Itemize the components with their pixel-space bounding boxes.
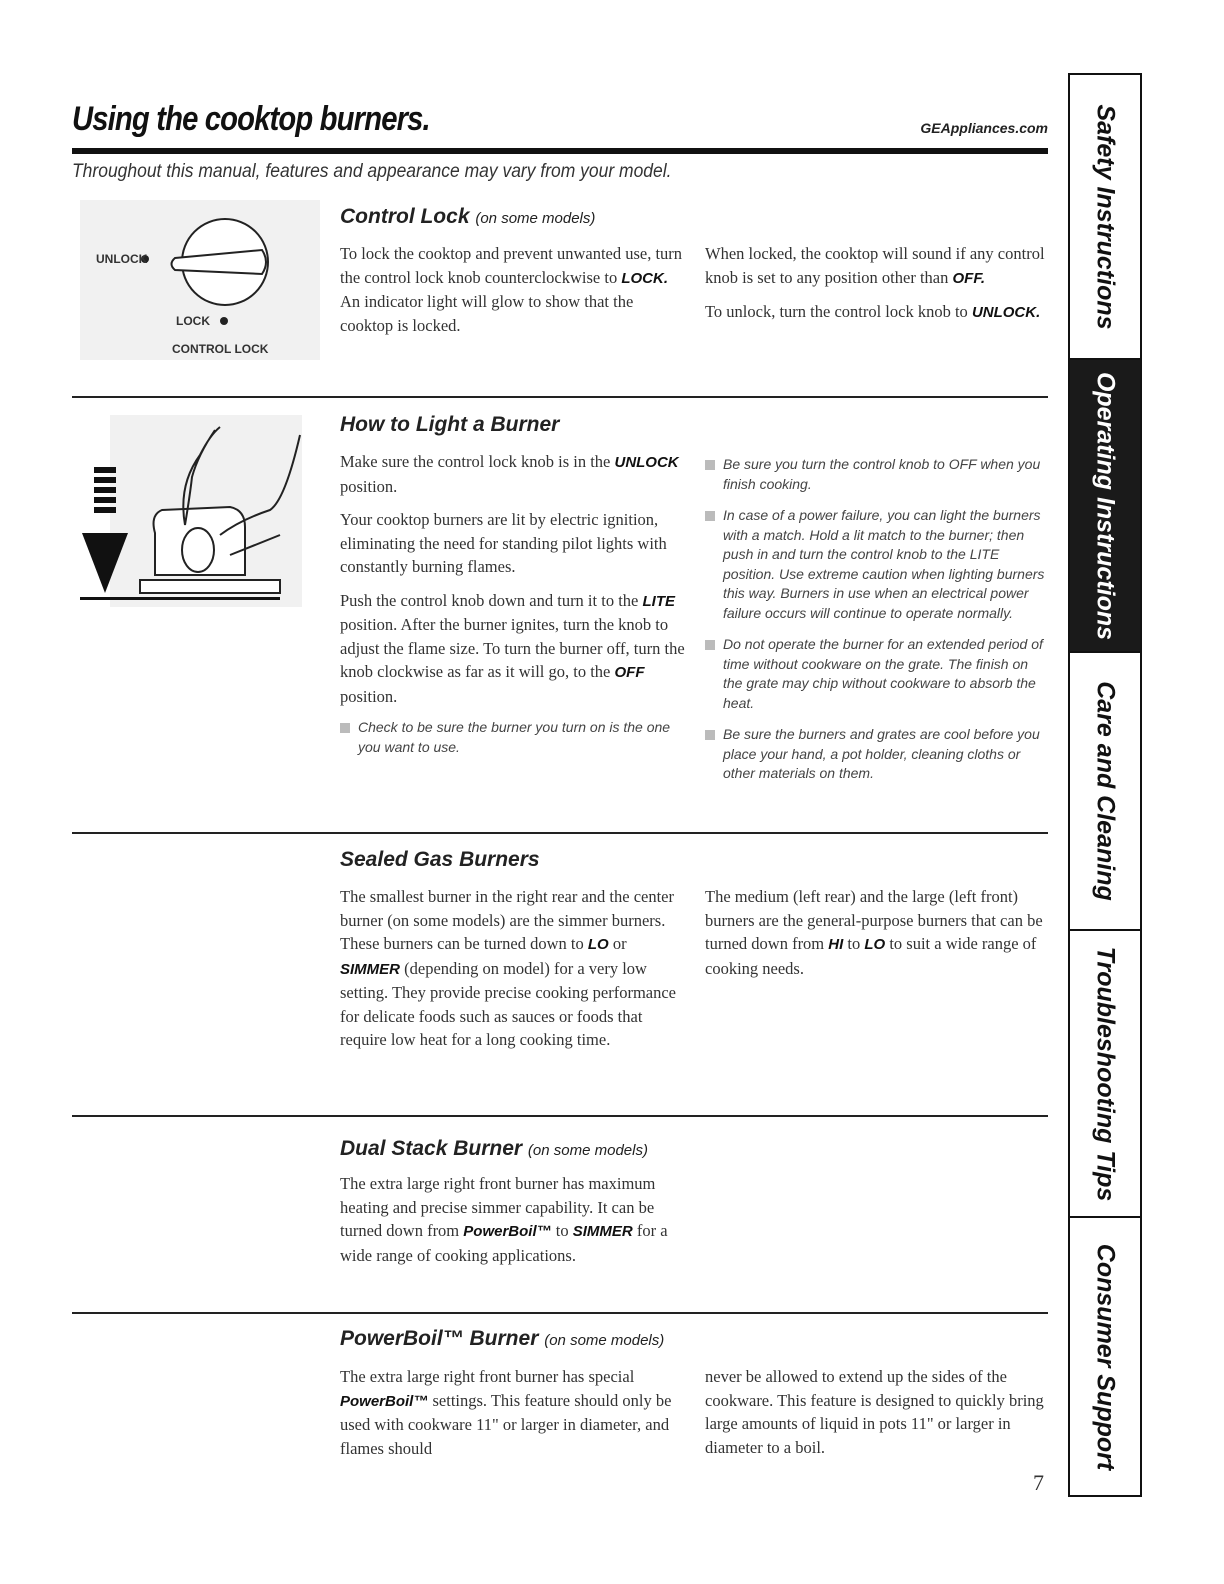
text-run: position. <box>340 476 398 496</box>
text-run: The extra large right front burner has maximum heating and precise simmer capability. It can be turned down from <box>340 1174 656 1240</box>
text-run: When locked, the cooktop will sound if any control knob is set to any position other than <box>705 244 1045 287</box>
page-subtitle: Throughout this manual, features and appearance may vary from your model. <box>72 161 672 182</box>
bullet-item <box>705 725 1050 784</box>
bullet-item <box>340 718 690 757</box>
bullet-item <box>705 635 1050 713</box>
text-run: to <box>843 934 865 953</box>
sealed-burners-right-text <box>705 885 1045 990</box>
text-run: to suit a wide range of cooking needs. <box>705 934 1037 978</box>
tab-safety-instructions[interactable] <box>1070 75 1140 360</box>
tab-care-and-cleaning[interactable] <box>1070 653 1140 931</box>
bullet-square-icon <box>705 511 715 521</box>
powerboil-title: PowerBoil™ Burner <box>340 1327 539 1350</box>
text-run: to <box>551 1221 573 1240</box>
title-rule <box>72 148 1048 154</box>
bullet-text: Check to be sure the burner you turn on is the one you want to use. <box>358 719 671 755</box>
powerboil-heading <box>340 1327 664 1351</box>
bullet-text: Be sure the burners and grates are cool before you place your hand, a pot holder, cleaning cloths or other materials on them. <box>723 726 1040 781</box>
powerboil-left-text <box>340 1365 690 1470</box>
keyword-simmer: SIMMER <box>340 960 400 978</box>
control-lock-caption: CONTROL LOCK <box>172 342 269 356</box>
text-run: or <box>608 934 627 953</box>
control-lock-title: Control Lock <box>340 205 470 228</box>
control-lock-note: (on some models) <box>475 210 596 227</box>
keyword-off: OFF <box>614 664 645 681</box>
site-url: GEAppliances.com <box>920 120 1048 136</box>
section-divider <box>72 396 1048 398</box>
text-run: for a wide range of cooking applications. <box>340 1221 668 1265</box>
text-run: To lock the cooktop and prevent unwanted use, turn the control lock knob counterclockwise to <box>340 244 683 287</box>
page-number: 7 <box>1033 1470 1044 1495</box>
bullet-square-icon <box>705 640 715 650</box>
bullet-text: Be sure you turn the control knob to OFF when you finish cooking. <box>723 456 1041 492</box>
text-run: The smallest burner in the right rear and the center burner (on some models) are the simmer burners. These burners can be turned down to <box>340 887 674 953</box>
bullet-item <box>705 506 1050 623</box>
push-knob-illustration <box>80 415 302 607</box>
tab-label: Safety Instructions <box>1091 103 1120 330</box>
dual-stack-text <box>340 1172 685 1277</box>
tab-label: Consumer Support <box>1091 1243 1120 1470</box>
bullet-square-icon <box>340 723 350 733</box>
keyword-powerboil: PowerBoil™ <box>463 1223 552 1240</box>
tab-label: Operating Instructions <box>1091 371 1120 640</box>
powerboil-right-text <box>705 1365 1050 1469</box>
sealed-burners-left-text <box>340 885 690 1062</box>
control-lock-left-text <box>340 242 690 347</box>
text-run: Push the control knob down and turn it to the <box>340 590 643 610</box>
dual-stack-heading <box>340 1137 648 1161</box>
section-tabs <box>1068 73 1142 1497</box>
light-burner-figure <box>80 415 302 607</box>
bullet-text: Do not operate the burner for an extended period of time without cookware on the grate. The finish on the grate may chip without cookware to absorb the heat. <box>723 636 1043 711</box>
tab-operating-instructions[interactable] <box>1070 360 1140 653</box>
paragraph: Your cooktop burners are lit by electric ignition, eliminating the need for standing pilot lights with constantly burning flames. <box>340 510 667 576</box>
text-run: The extra large right front burner has special <box>340 1367 635 1386</box>
keyword-unlock: UNLOCK <box>614 454 679 471</box>
control-lock-figure <box>80 200 320 360</box>
text-run: position. After the burner ignites, turn the knob to adjust the flame size. To turn the burner off, turn the knob clockwise as far as it will go, to the <box>340 615 685 681</box>
control-lock-heading <box>340 205 595 229</box>
bullet-square-icon <box>705 460 715 470</box>
tab-troubleshooting-tips[interactable] <box>1070 931 1140 1218</box>
text-run: To unlock, turn the control lock knob to <box>705 302 972 321</box>
light-burner-right-bullets <box>705 455 1050 796</box>
lock-label: LOCK <box>176 314 210 328</box>
tab-label: Troubleshooting Tips <box>1091 946 1120 1201</box>
text-run: The medium (left rear) and the large (left front) burners are the general-purpose burners that can be turned down from <box>705 887 1043 953</box>
text-run: Make sure the control lock knob is in the <box>340 452 615 471</box>
keyword-lock: LOCK. <box>621 269 669 287</box>
text-run: position. <box>340 686 398 706</box>
section-divider <box>72 1115 1048 1117</box>
section-divider <box>72 832 1048 834</box>
bullet-text: In case of a power failure, you can light the burners with a match. Hold a lit match to the burner; then push in and turn the control knob to the LITE position. Use extreme caution when lighting burners this way. Burners in use when an electrical power failure occurs will continue to operate normally. <box>723 507 1045 621</box>
dual-stack-title: Dual Stack Burner <box>340 1137 523 1160</box>
sealed-burners-title: Sealed Gas Burners <box>340 848 540 871</box>
bullet-square-icon <box>705 730 715 740</box>
keyword-lo: LO <box>864 936 886 953</box>
light-burner-title: How to Light a Burner <box>340 413 560 436</box>
keyword-off: OFF. <box>952 269 985 287</box>
keyword-lo: LO <box>587 936 609 953</box>
section-divider <box>72 1312 1048 1314</box>
unlock-label: UNLOCK <box>96 252 148 266</box>
control-lock-knob-illustration <box>80 200 320 360</box>
text-run: (depending on model) for a very low setting. They provide precise cooking performance for delicate foods such as sauces or foods that require low heat for a long cooking time. <box>340 958 676 1049</box>
tab-label: Care and Cleaning <box>1091 681 1120 901</box>
keyword-simmer: SIMMER <box>572 1223 633 1240</box>
page-title: Using the cooktop burners. <box>72 100 430 138</box>
text-run: An indicator light will glow to show that the cooktop is locked. <box>340 292 634 335</box>
dual-stack-note: (on some models) <box>527 1142 648 1159</box>
keyword-powerboil: PowerBoil™ <box>340 1392 429 1410</box>
bullet-item <box>705 455 1050 494</box>
paragraph: never be allowed to extend up the sides of the cookware. This feature is designed to quickly bring large amounts of liquid in pots 11" or larger in diameter to a boil. <box>705 1367 1044 1457</box>
control-lock-right-text <box>705 242 1045 335</box>
keyword-lite: LITE <box>642 592 675 610</box>
light-burner-left-text <box>340 450 690 769</box>
powerboil-note: (on some models) <box>544 1332 665 1349</box>
keyword-hi: HI <box>828 936 844 953</box>
keyword-unlock: UNLOCK. <box>971 304 1041 321</box>
text-run: settings. This feature should only be used with cookware 11" or larger in diameter, and flames should <box>340 1390 672 1458</box>
tab-consumer-support[interactable] <box>1070 1218 1140 1495</box>
